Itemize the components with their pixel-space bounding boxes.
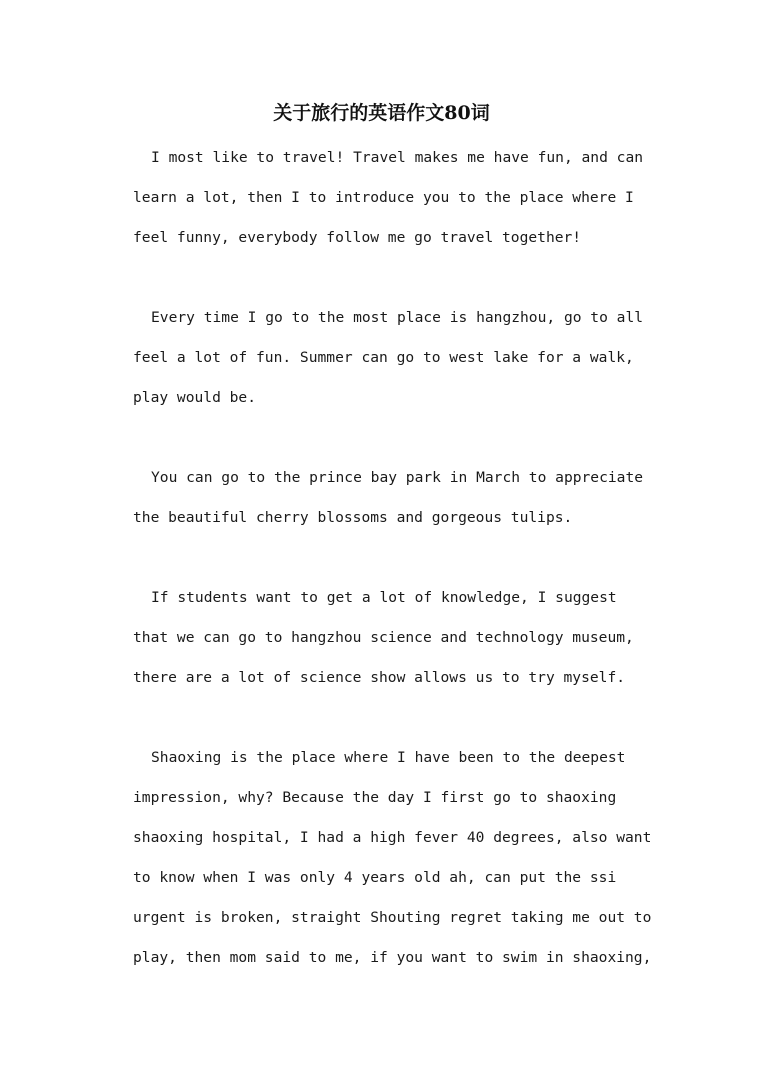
paragraph-line: the beautiful cherry blossoms and gorgeous tulips. [133,509,573,526]
paragraph-line: learn a lot, then I to introduce you to the place where I [133,189,634,206]
paragraph-4 [115,578,655,698]
paragraph-line: urgent is broken, straight Shouting regret taking me out to [133,909,652,926]
paragraph-5 [115,738,655,978]
paragraph-line: play, then mom said to me, if you want to swim in shaoxing, [133,949,652,966]
document-body [115,138,655,1018]
paragraph-line: feel a lot of fun. Summer can go to west lake for a walk, [133,349,634,366]
paragraph-line: Shaoxing is the place where I have been to the deepest [151,749,626,766]
paragraph-line: play would be. [133,389,257,406]
paragraph-line: shaoxing hospital, I had a high fever 40 degrees, also want [133,829,652,846]
paragraph-line: If students want to get a lot of knowledge, I suggest [151,589,617,606]
paragraph-line: there are a lot of science show allows us to try myself. [133,669,626,686]
paragraph-line: Every time I go to the most place is hangzhou, go to all [151,309,644,326]
paragraph-3 [115,458,655,538]
document-title: 关于旅行的英语作文80词 [273,102,490,124]
paragraph-line: I most like to travel! Travel makes me have fun, and can [151,149,644,166]
paragraph-2 [115,298,655,418]
paragraph-line: You can go to the prince bay park in March to appreciate [151,469,644,486]
paragraph-line: to know when I was only 4 years old ah, can put the ssi [133,869,617,886]
paragraph-line: impression, why? Because the day I first go to shaoxing [133,789,617,806]
paragraph-1 [115,138,655,258]
paragraph-line: that we can go to hangzhou science and technology museum, [133,629,634,646]
paragraph-line: feel funny, everybody follow me go travel together! [133,229,582,246]
